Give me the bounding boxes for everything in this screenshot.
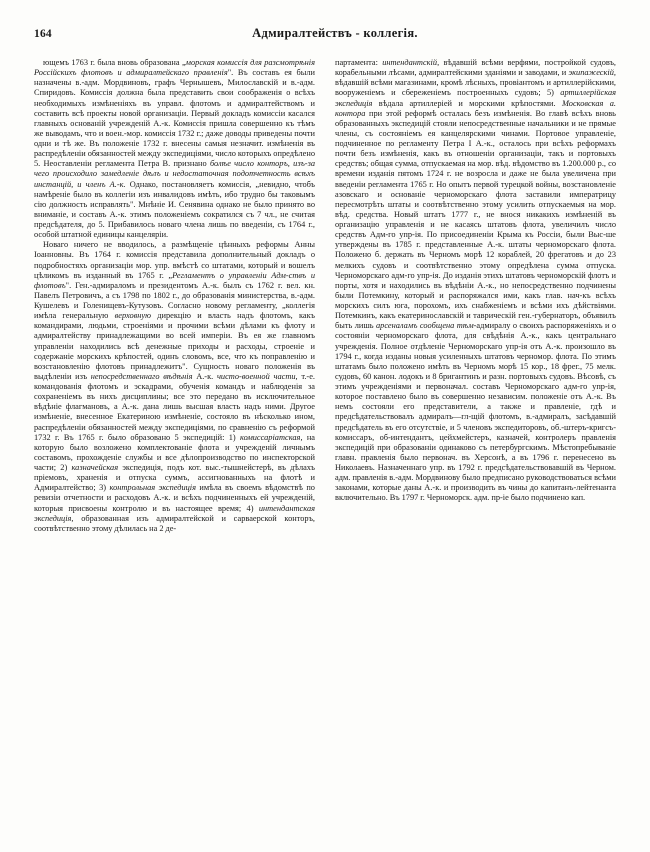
left-column (34, 58, 315, 840)
running-title: Адмиралтействъ - коллегія. (252, 26, 418, 40)
page-number: 164 (34, 28, 52, 40)
right-column (335, 58, 616, 840)
paragraph: партамента: интендантскій, вѣдавшій всѣми верфями, постройкой судовъ, корабельными лѣсами, адмиралтейскими зданіями и заводами, и экипажескій, вѣдавшій всѣми магазинами, кромѣ лѣсныхъ, провіантомъ и артиллерійскими, вооруженіемъ и сбереженіемъ построенныхъ судовъ; 5) артиллерійская экспедиція вѣдала артиллеріей и морскими крѣпостями. Московская а. контора при этой реформѣ осталась безъ измѣненія. Во главѣ всѣхъ вновь образованныхъ экспедицій стояли непосредственные начальники и не прямые члены, съ состояніемъ ея канцелярскими чинами. Портовое управленіе, подчиненное по регламенту Петра I А.-к., осталось при всѣхъ реформахъ почти безъ измѣненія, какъ въ отношеніи организаціи, такъ и портовыхъ средствъ; общая сумма, отпускаемая на мор. вѣд. вѣдомство въ 1.200.000 р., со времени изданія пятомъ 1724 г. не возросла и даже не была увеличена при введеніи регламента 1765 г. Но опытъ первой турецкой войны, возстановленіе азовскаго и основаніе черноморскаго флота заставили императрицу пересмотрѣть штаты и соотвѣтственно этому усилить отпускаемыя на мор. вѣд. средства. Новый штатъ 1777 г., не внося никакихъ измѣненій въ организацію управленія и не касаясь штатовъ флота, увеличилъ число средствъ Адм-го упр-ія. По присоединеніи Крыма къ Россіи, были Выс-ше утверждены въ 1785 г. представленные А.-к. штаты черноморскаго флота. Положено б. держать въ Черномъ морѣ 12 кораблей, 20 фрегатовъ и до 23 мелкихъ судовъ и соотвѣтственно этому опредѣлена сумма отпуска. Черноморскаго адм-го упр-ія. До изданія этихъ штатовъ черноморскій флотъ и порты, хотя и находились въ вѣдѣніи А.-к., но непосредственно подчинены были Потемкину, который и распоряжался ими, какъ глав. нач-къ всѣхъ морскихъ силъ юга, порохомъ, ихъ снабженіемъ и всѣми ихъ дѣйствіями. Потемкинъ, какъ екатеринославскій и таврическій ген.-губернаторъ, объявилъ быть лишь арсеналамъ сообщена тѣм-адмиралу о своихъ распоряженіяхъ и о состояніи черноморскаго флота, для свѣдѣнія А.-к., какъ центральнаго учрежденія. Полное отдѣленіе Черноморскаго упр-ія отъ А.-к. произошло въ 1794 г., когда изданы новыя усиленныхъ штатовъ черномор. флота. По этимъ штатамъ было положено имѣть въ Черномъ морѣ 15 кор., 18 фрег., 75 мелк. судовъ, 60 канон. лодокъ и 8 бригантинъ и разн. портовыхъ судовъ. Вѣсовѣ, съ этимъ учрежденіями и первоначал. составъ Черноморскаго адм-го упр-ія, которое поставлено было въ совершенно независим. положеніе отъ А.-к. Въ немъ состояли его представители, а также и правленіе, гдѣ и предсѣдательствовалъ адмиралъ—гл-щій флотомъ, в.-адмиралъ, засѣдавшій предсѣдатель въ его отсутствіе, и 5 членовъ экспедиторовъ, об.-штеръ-кригсъ-комиссаръ, об-интендантъ, цейхмейстеръ, казначей, контролеръ правленія экспедицій при образованіи одинаково съ петербургскимъ. Мѣстопребываніе главн. правленія было первонач. въ Херсонѣ, а въ 1796 г. перенесено въ Николаевъ. Назначеннаго упр. въ 1792 г. предсѣдательствовавшій въ Черном. адм. правленія в.-адм. Мордвинову было предписано руководствоваться всѣми законами, которые даны А.-к. и производить въ чины до капитанъ-лейтенанта включительно. Въ 1797 г. Черноморск. адм. пр-іе было подчинено кап. (335, 58, 616, 503)
page-header (34, 26, 616, 48)
paragraph: Новаго ничего не вводилось, а размѣщеніе цѣнныхъ реформы Анны Іоанновны. Въ 1764 г. комиссія представила дополнительный докладъ о подробностяхъ организаціи мор. упр. вмѣстѣ со штатами, который и вошелъ цѣликомъ въ изданный въ 1765 г. „Регламентъ о управленіи Адм-ствъ и флотовъ". Ген.-адмираломъ и президентомъ А.-к. былъ съ 1762 г. вел. кн. Павелъ Петровичъ, а съ 1798 по 1802 г., до образованія министерства, в.-адм. Кушелевъ и Голенищевъ-Кутузовъ. Согласно новому регламенту, „коллегія имѣла генеральную верховную дирекцію и власть надъ флотомъ, какъ командирами, людьми, строеніями и прочими всѣми дѣлами къ флоту и адмиралтейству принадлежащими во всей имперіи. Въ ея же главномъ управленіи находились всѣ денежные приходы и расходы, строеніе и содержаніе морскихъ крѣпостей, одинъ словомъ, все, что къ поправленію и возстановленію флотовъ принадлежитъ". Сущность новаго положенія въ выдѣленіи изъ непосредственнаго вѣдѣнія А.-к. чисто-военной части, т.-е. командованія флотомъ и эскадрами, обученія командъ и наблюденія за сохраненіемъ въ нихъ дисциплины; все это передано въ исключительное вѣдѣніе флагмановъ, а А.-к. дана лишь высшая власть надъ ними. Другое измѣненіе, внесенное Екатериною измѣненіе, состояло въ нѣсколько ином, распредѣленіи обязанностей между экспедиціями, по сравненію съ реформой 1732 г. Въ 1765 г. было образовано 5 экспедицій: 1) комиссаріатская, на которую было возложено комплектованіе флота и учрежденій личнымъ составомъ, прохожденіе службы и все дѣлопроизводство по инспекторской части; 2) казначейская экспедиція, подъ кот. выс.-тышнейстерѣ, въ дѣлахъ пріемовъ, храненія и отпуска суммъ, ассигнованныхъ на флотѣ и Адмиралтейство; 3) контрольная экспедиція имѣла въ своемъ вѣдомствѣ по ревизіи отчетности и расходовъ А.-к. и всѣхъ подчиненныхъ ей учрежденій, которыя присвоены контролю и въ настоящее время; 4) интендантская экспедиція, образованная изъ адмиралтейской и сарваерской конторъ, соотвѣтственно этому дѣлилась на 2 де- (34, 240, 315, 533)
text-columns (34, 58, 616, 840)
paragraph: ющемъ 1763 г. была вновь образована „морская комиссія для разсмотрѣнія Россійскихъ флотовъ и адмиралтейскаго правленія". Въ составъ ея были назначены в.-адм. Мордвиновъ, графъ Чернышевъ, Милославскій и в.-адм. Спиридовъ. Комиссія должна была представить свои соображенія о всѣхъ необходимыхъ измѣненіяхъ въ управл. флотомъ и адмиралтействомъ и составить всѣ проекты новой организаціи. Первый докладъ комиссіи касался главныхъ основаній учрежденій А.-к. Комиссія пришла совершенно къ тѣмъ же выводамъ, что и воен.-мор. комиссія 1732 г.; даже доводы приведены почти одни и тѣ же. Въ положеніе 1732 г. внесены самыя незначит. измѣненія въ распредѣленіи обязанностей между экспедиціями, число которыхъ опредѣлено 5. Неоставленіи регламента Петра В. признано болѣе число конторъ, изъ-за чего происходило замедленіе дѣлъ и недостаточная подотчетность всѣхъ инстанцій, и членъ А.-к. Однако, постановляетъ комиссія, „невидно, чтобъ намѣреніе было въ коллегіи изъ инвалидовъ имѣть, ибо трудно бы таковымъ сію должность исправлять". Мнѣніе И. Сенявина однако не было принято во вниманіе, и составъ А.-к. этимъ положеніемъ сократился съ 7 чл., не считая предсѣдателя, до 5. Прибавилось новаго члена лишь по введеніи, съ 1764 г., особой штатной единицы канцеляріи. (34, 58, 316, 240)
